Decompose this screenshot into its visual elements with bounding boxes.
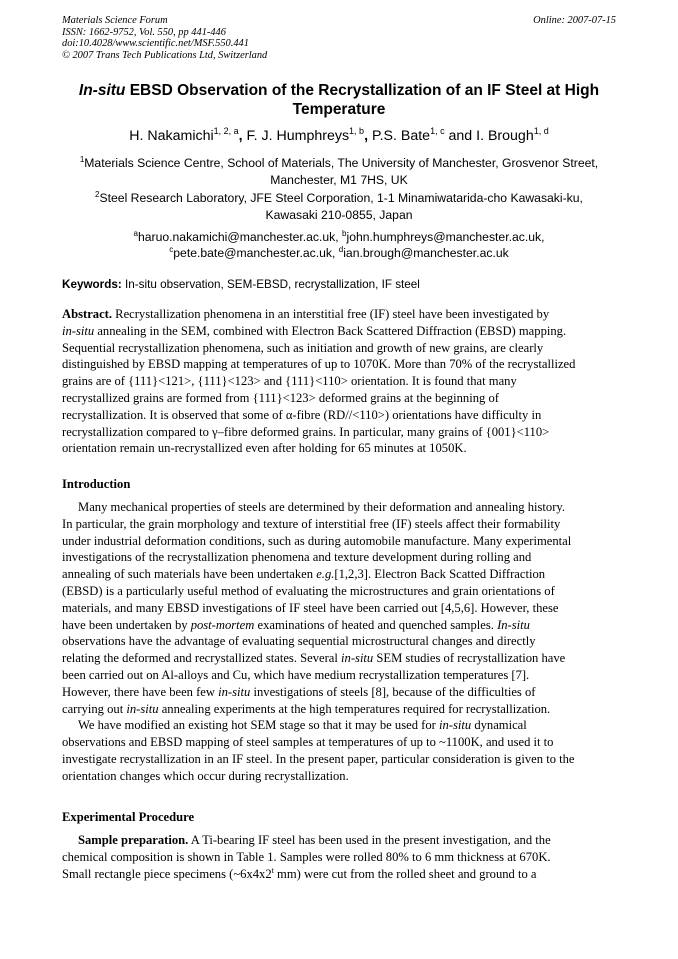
body-line: investigations of the recrystallization phenomena and texture development during rolling and <box>62 550 532 565</box>
superscript: t <box>271 865 274 875</box>
body-text: A Ti-bearing IF steel has been used in the present investigation, and the <box>188 833 551 847</box>
abstract-line: Recrystallization phenomena in an interstitial free (IF) steel have been investigated by <box>112 307 550 321</box>
author-separator: and <box>444 128 477 144</box>
email-mark: b <box>342 229 347 238</box>
author-sup: 1, d <box>533 126 549 136</box>
body-line: (EBSD) is a particularly useful method of evaluating the microstructures and grain orientations of <box>62 583 555 598</box>
title-line-2: Temperature <box>292 101 386 118</box>
subsection-label: Sample preparation. <box>78 833 189 847</box>
email-mark: a <box>133 229 138 238</box>
body-text: [1,2,3]. Electron Back Scatted Diffraction <box>334 567 546 582</box>
title-line-1: EBSD Observation of the Recrystallization of an IF Steel at High <box>125 82 600 99</box>
body-text: dynamical <box>471 718 527 733</box>
email-mark: c <box>169 245 174 254</box>
journal-name: Materials Science Forum <box>62 15 168 26</box>
author-name: P.S. Bate <box>371 128 431 144</box>
keywords-text: In-situ observation, SEM-EBSD, recrystallization, IF steel <box>121 278 420 291</box>
body-text: carrying out <box>62 701 127 716</box>
affiliation-text: Kawasaki 210-0855, Japan <box>265 208 413 222</box>
title-italic: In-situ <box>78 82 126 99</box>
keywords-label: Keywords: <box>62 278 122 291</box>
abstract-line: grains are of {111}<121>, {111}<123> and {111}<110> orientation. It is found that many <box>62 374 517 389</box>
author-list <box>62 128 616 144</box>
body-text: examinations of heated and quenched samples. <box>254 617 498 632</box>
author-separator: , <box>364 128 372 144</box>
italic-term: in-situ <box>438 718 472 733</box>
abstract-label: Abstract. <box>62 307 113 321</box>
italic-term: in-situ <box>62 323 95 338</box>
affiliation-2 <box>62 190 616 224</box>
body-text: SEM studies of recrystallization have <box>373 651 566 666</box>
body-line: been carried out on Al-alloys and Cu, which have medium recrystallization temperatures [7]. <box>62 667 530 682</box>
section-heading-introduction: Introduction <box>62 477 131 491</box>
body-text: investigations of steels [8], because of the difficulties of <box>250 684 536 699</box>
abstract-line: orientation remain un-recrystallized even after holding for 65 minutes at 1050K. <box>62 441 467 456</box>
italic-term: in-situ <box>218 684 251 699</box>
email-link[interactable]: haruo.nakamichi@manchester.ac.uk, <box>137 230 343 244</box>
italic-term: In-situ <box>497 617 530 632</box>
body-text: mm) were cut from the rolled sheet and ground to a <box>273 866 537 881</box>
body-line: In particular, the grain morphology and texture of interstitial free (IF) steels affect their formability <box>62 516 561 531</box>
body-line: investigate recrystallization in an IF steel. In the present paper, particular consideration is given to the <box>62 751 575 766</box>
body-line: chemical composition is shown in Table 1. Samples were rolled 80% to 6 mm thickness at 670K. <box>62 849 551 864</box>
body-line: under industrial deformation conditions, such as during automobile manufacture. Many experimental <box>62 533 572 548</box>
email-link[interactable]: pete.bate@manchester.ac.uk, <box>173 246 339 260</box>
body-text: Small rectangle piece specimens (~6x4x2 <box>62 866 272 881</box>
running-header <box>62 15 267 61</box>
italic-term: e.g. <box>316 567 335 582</box>
author-name: H. Nakamichi <box>129 128 214 144</box>
author-separator: , <box>238 128 247 144</box>
affiliation-text: Manchester, M1 7HS, UK <box>270 173 408 187</box>
email-link[interactable]: john.humphreys@manchester.ac.uk, <box>346 230 545 244</box>
abstract-line: recrystallization compared to γ–fibre deformed grains. In particular, many grains of {001}<110> <box>62 424 550 439</box>
italic-term: in-situ <box>126 701 159 716</box>
abstract-line: distinguished by EBSD mapping at temperatures of up to 1070K. More than 70% of the recrystallized <box>62 357 576 372</box>
body-text: We have modified an existing hot SEM stage so that it may be used for <box>78 718 439 733</box>
author-sup: 1, 2, a <box>213 126 239 136</box>
affiliation-text: Steel Research Laboratory, JFE Steel Corporation, 1-1 Minamiwatarida-cho Kawasaki-ku, <box>99 191 583 205</box>
introduction-body <box>62 499 616 785</box>
keywords <box>62 278 420 291</box>
body-line: materials, and many EBSD investigations of IF steel have been carried out [4,5,6]. However, these <box>62 600 559 615</box>
section-heading-experimental: Experimental Procedure <box>62 810 195 824</box>
abstract-line: Sequential recrystallization phenomena, such as initiation and growth of new grains, are clearly <box>62 340 544 355</box>
author-name: I. Brough <box>476 128 534 144</box>
online-date: Online: 2007-07-15 <box>533 15 616 26</box>
body-line: observations have the advantage of evaluating sequential microstructural changes and directly <box>62 634 536 649</box>
email-link[interactable]: ian.brough@manchester.ac.uk <box>343 246 509 260</box>
email-list <box>62 229 616 261</box>
affiliation-1 <box>62 155 616 189</box>
affiliation-text: Materials Science Centre, School of Materials, The University of Manchester, Grosvenor Street, <box>84 156 599 170</box>
abstract-line: recrystallized grains are formed from {111}<123> deformed grains at the beginning of <box>62 390 499 405</box>
experimental-body <box>62 832 616 882</box>
author-sup: 1, c <box>430 126 445 136</box>
paper-title <box>62 81 616 119</box>
copyright-line: © 2007 Trans Tech Publications Ltd, Switzerland <box>62 49 268 61</box>
abstract-line: annealing in the SEM, combined with Electron Back Scattered Diffraction (EBSD) mapping. <box>94 323 567 338</box>
body-text: However, there have been few <box>62 684 219 699</box>
abstract <box>62 306 616 457</box>
body-line: Many mechanical properties of steels are determined by their deformation and annealing history. <box>78 500 566 514</box>
email-mark: d <box>338 245 344 254</box>
author-name: F. J. Humphreys <box>246 128 350 144</box>
body-text: annealing experiments at the high temperatures required for recrystallization. <box>158 701 551 716</box>
affiliation-mark: 1 <box>79 155 85 164</box>
body-text: relating the deformed and recrystallized states. Several <box>62 651 342 666</box>
body-text: annealing of such materials have been undertaken <box>62 567 317 582</box>
abstract-line: recrystallization. It is observed that some of α-fibre (RD//<110>) orientations have difficulty in <box>62 407 542 422</box>
body-text: have been undertaken by <box>62 617 191 632</box>
affiliation-mark: 2 <box>95 190 100 199</box>
author-sup: 1, b <box>349 126 365 136</box>
doi-line: doi:10.4028/www.scientific.net/MSF.550.441 <box>62 38 249 50</box>
body-line: observations and EBSD mapping of steel samples at temperatures of up to ~1100K, and used it to <box>62 735 554 750</box>
issn-line: ISSN: 1662-9752, Vol. 550, pp 441-446 <box>62 26 226 38</box>
italic-term: post-mortem <box>190 617 255 632</box>
italic-term: in-situ <box>341 651 374 666</box>
body-line: orientation changes which occur during recrystallization. <box>62 768 349 783</box>
